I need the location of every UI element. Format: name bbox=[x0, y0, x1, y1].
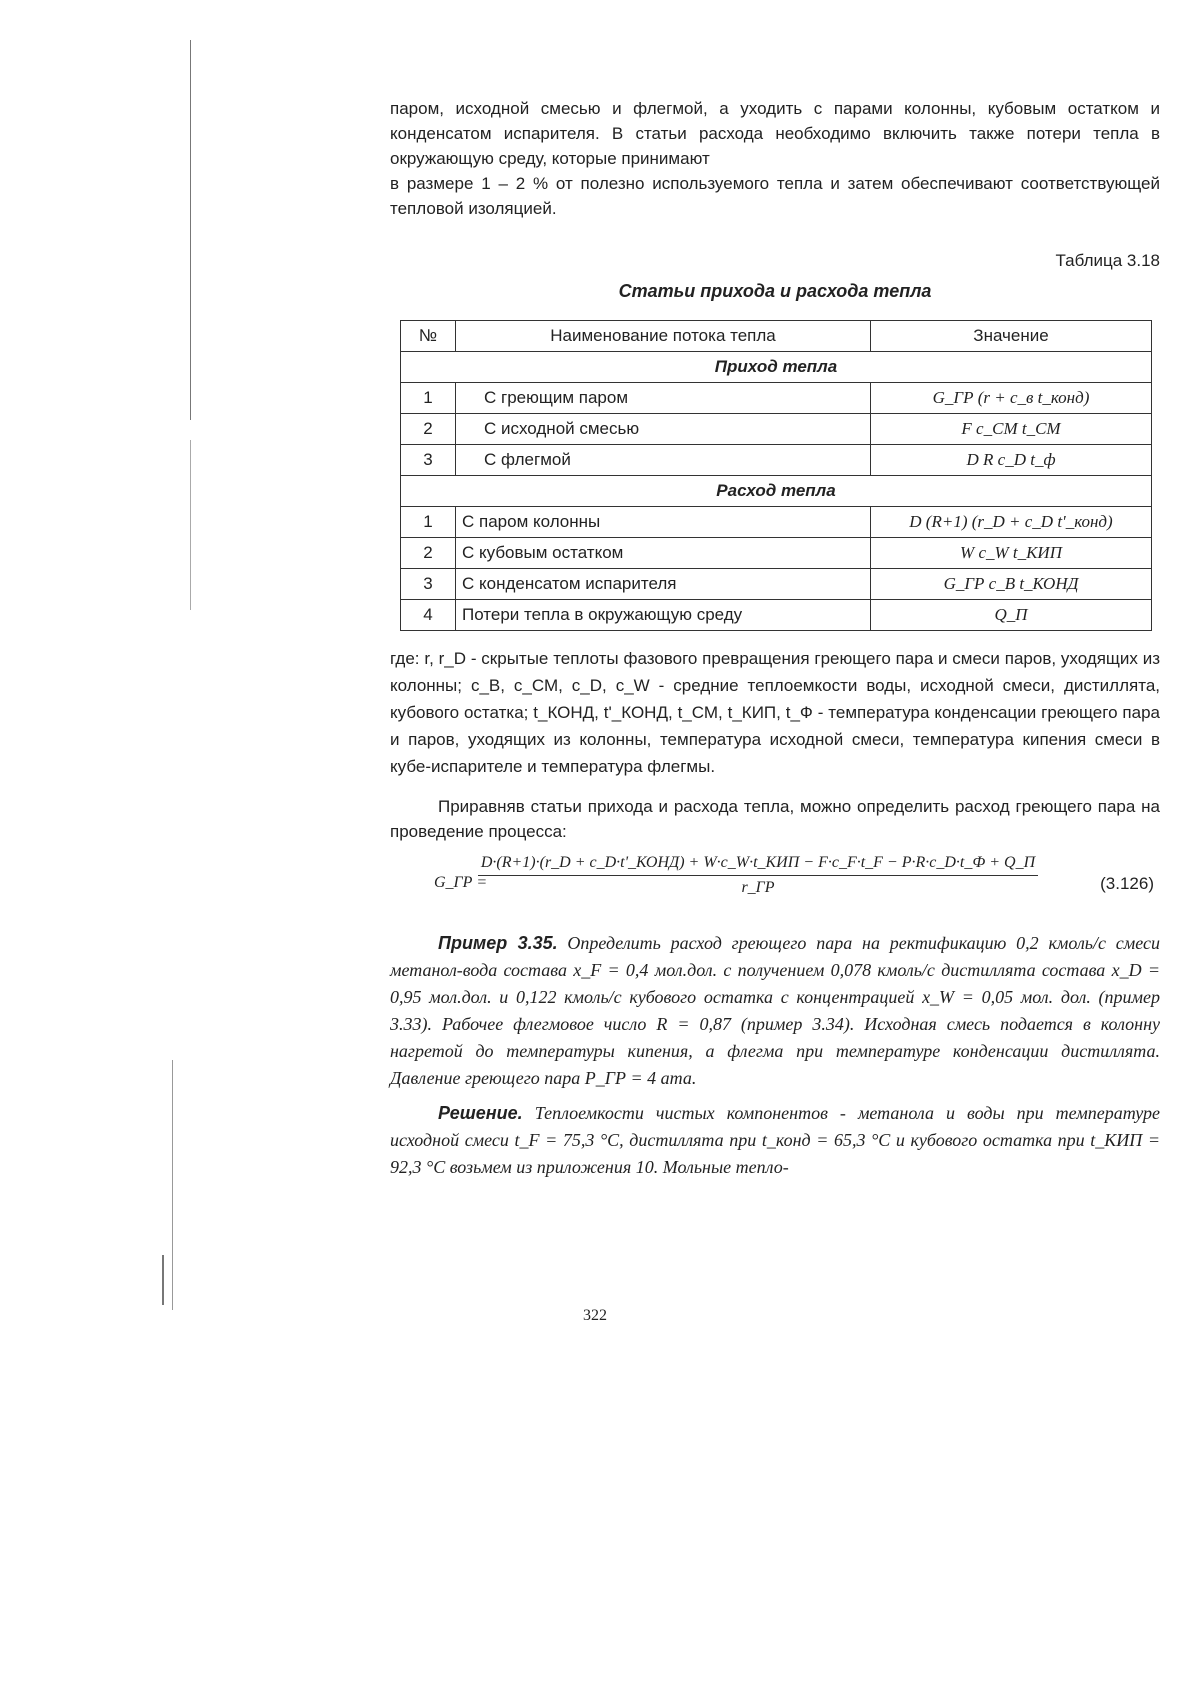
table-row bbox=[401, 507, 1152, 538]
row-formula: Q_П bbox=[871, 600, 1152, 631]
equation-number: (3.126) bbox=[1100, 874, 1154, 893]
scan-edge-line bbox=[190, 440, 191, 610]
table-row bbox=[401, 600, 1152, 631]
row-name: С конденсатом испарителя bbox=[456, 569, 871, 600]
example-label: Пример 3.35. bbox=[438, 933, 558, 953]
where-explanation: где: r, r_D - скрытые теплоты фазового превращения греющего пара и смеси паров, уходящих из колонны; c_В, c_СМ, c_D, c_W - средние теплоемкости воды, исходной смеси, дистиллята, кубового остатка; t_КОНД, t'_КОНД, t_СМ, t_КИП, t_Ф - температура конденсации греющего пара и паров, уходящих из колонны, температура исходной смеси, температура кипения смеси в кубе-испарителе и температура флегмы. bbox=[390, 649, 1160, 776]
equate-paragraph: Приравняв статьи прихода и расхода тепла, можно определить расход греющего пара на проведение процесса: bbox=[390, 797, 1160, 841]
row-formula: D R c_D t_ф bbox=[871, 445, 1152, 476]
row-name: Потери тепла в окружающую среду bbox=[456, 600, 871, 631]
row-number: 3 bbox=[401, 569, 456, 600]
row-formula: G_ГР c_В t_КОНД bbox=[871, 569, 1152, 600]
row-number: 3 bbox=[401, 445, 456, 476]
scan-edge-line bbox=[172, 1060, 173, 1310]
scan-edge-line bbox=[190, 40, 191, 420]
header-cell: Наименование потока тепла bbox=[456, 321, 871, 352]
table-number: Таблица 3.18 bbox=[1055, 251, 1160, 270]
page-number: 322 bbox=[583, 1307, 607, 1324]
row-name: С паром колонны bbox=[456, 507, 871, 538]
section-row bbox=[401, 476, 1152, 507]
paragraph-losses: в размере 1 – 2 % от полезно используемого тепла и затем обеспечивают соответствующей тепловой изоляцией. bbox=[390, 174, 1160, 218]
heat-balance-table bbox=[400, 320, 1152, 631]
row-name: С флегмой bbox=[456, 445, 871, 476]
formula-numerator: D·(R+1)·(r_D + c_D·t'_КОНД) + W·c_W·t_КИП − F·c_F·t_F − P·R·c_D·t_Ф + Q_П bbox=[478, 854, 1038, 876]
table-row bbox=[401, 445, 1152, 476]
table-row bbox=[401, 383, 1152, 414]
formula-denominator: r_ГР bbox=[741, 879, 775, 896]
row-name: С греющим паром bbox=[456, 383, 871, 414]
formula-fraction bbox=[478, 854, 1038, 897]
section-expense-title: Расход тепла bbox=[401, 476, 1152, 507]
table-row bbox=[401, 414, 1152, 445]
header-cell: Значение bbox=[871, 321, 1152, 352]
row-number: 2 bbox=[401, 414, 456, 445]
page-content bbox=[390, 96, 1160, 1181]
paragraph-intro: паром, исходной смесью и флегмой, а уходить с парами колонны, кубовым остатком и конденсатом испарителя. В статьи расхода необходимо включить также потери тепла в окружающую среду, которые принимают bbox=[390, 99, 1160, 168]
row-name: С кубовым остатком bbox=[456, 538, 871, 569]
row-number: 2 bbox=[401, 538, 456, 569]
solution-text: Теплоемкости чистых компонентов - метанола и воды при температуре исходной смеси t_F = 75,3 °C, дистиллята при t_конд = 65,3 °C и кубового остатка при t_КИП = 92,3 °C возьмем из приложения 10. Мольные тепло- bbox=[390, 1103, 1160, 1177]
row-formula: D (R+1) (r_D + c_D t'_конд) bbox=[871, 507, 1152, 538]
formula-lhs: G_ГР = bbox=[434, 874, 488, 891]
solution-label: Решение. bbox=[438, 1103, 523, 1123]
formula-3-126 bbox=[390, 854, 1160, 916]
row-formula: F c_СМ t_СМ bbox=[871, 414, 1152, 445]
table-header-row bbox=[401, 321, 1152, 352]
example-paragraph bbox=[390, 930, 1160, 1092]
row-formula: W c_W t_КИП bbox=[871, 538, 1152, 569]
row-name: С исходной смесью bbox=[456, 414, 871, 445]
section-income-title: Приход тепла bbox=[401, 352, 1152, 383]
table-row bbox=[401, 538, 1152, 569]
row-number: 1 bbox=[401, 383, 456, 414]
table-row bbox=[401, 569, 1152, 600]
row-number: 1 bbox=[401, 507, 456, 538]
scan-edge-line bbox=[162, 1255, 164, 1305]
header-cell: № bbox=[401, 321, 456, 352]
row-formula: G_ГР (r + c_в t_конд) bbox=[871, 383, 1152, 414]
row-number: 4 bbox=[401, 600, 456, 631]
section-row bbox=[401, 352, 1152, 383]
solution-paragraph bbox=[390, 1100, 1160, 1181]
example-text: Определить расход греющего пара на ректификацию 0,2 кмоль/с смеси метанол-вода состава x_F = 0,4 мол.дол. с получением 0,078 кмоль/с дистиллята состава x_D = 0,95 мол.дол. и 0,122 кмоль/с кубового остатка с концентрацией x_W = 0,05 мол. дол. (пример 3.33). Рабочее флегмовое число R = 0,87 (пример 3.34). Исходная смесь подается в колонну нагретой до температуры кипения, а флегма при температуре конденсации дистиллята. Давление греющего пара P_ГР = 4 ата. bbox=[390, 933, 1161, 1088]
table-title: Статьи прихода и расхода тепла bbox=[618, 281, 932, 301]
